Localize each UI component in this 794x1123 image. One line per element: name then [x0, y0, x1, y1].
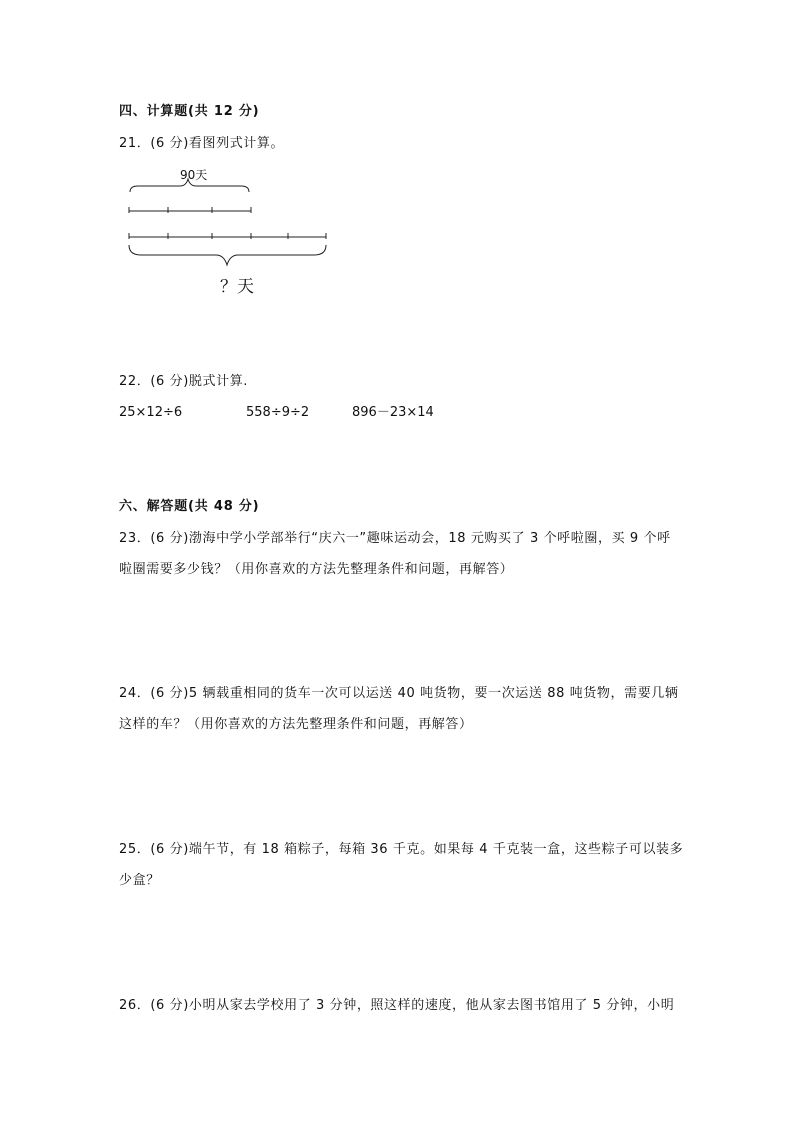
bottom-brace [129, 245, 326, 265]
question-24-line-1: 24．(6 分)5 辆载重相同的货车一次可以运送 40 吨货物，要一次运送 88 吨货物，需要几辆 [119, 686, 679, 701]
expression-3: 896－23×14 [352, 405, 434, 420]
question-21-text: 21．(6 分)看图列式计算。 [119, 136, 285, 151]
section-title-word-problems: 六、解答题(共 48 分) [119, 499, 260, 514]
expression-2: 558÷9÷2 [246, 405, 310, 420]
top-brace [130, 179, 249, 192]
question-25-line-2: 少盒？ [119, 873, 160, 888]
diagram-top-label: 90天 [180, 168, 208, 182]
question-24-line-2: 这样的车？（用你喜欢的方法先整理条件和问题，再解答） [119, 717, 473, 732]
diagram-bottom-label: ？天 [220, 277, 254, 297]
question-26-line-1: 26．(6 分)小明从家去学校用了 3 分钟，照这样的速度，他从家去图书馆用了 5 分钟，小明 [119, 998, 675, 1013]
question-25-line-1: 25．(6 分)端午节，有 18 箱粽子，每箱 36 千克。如果每 4 千克装一盒，这些粽子可以装多 [119, 842, 684, 857]
expression-1: 25×12÷6 [119, 405, 183, 420]
section-title-calculation: 四、计算题(共 12 分) [119, 104, 260, 119]
question-23-line-1: 23．(6 分)渤海中学小学部举行“庆六一”趣味运动会，18 元购买了 3 个呼啦圈，买 9 个呼 [119, 531, 671, 546]
question-22-text: 22．(6 分)脱式计算. [119, 374, 249, 389]
question-23-line-2: 啦圈需要多少钱？（用你喜欢的方法先整理条件和问题，再解答） [119, 562, 514, 577]
